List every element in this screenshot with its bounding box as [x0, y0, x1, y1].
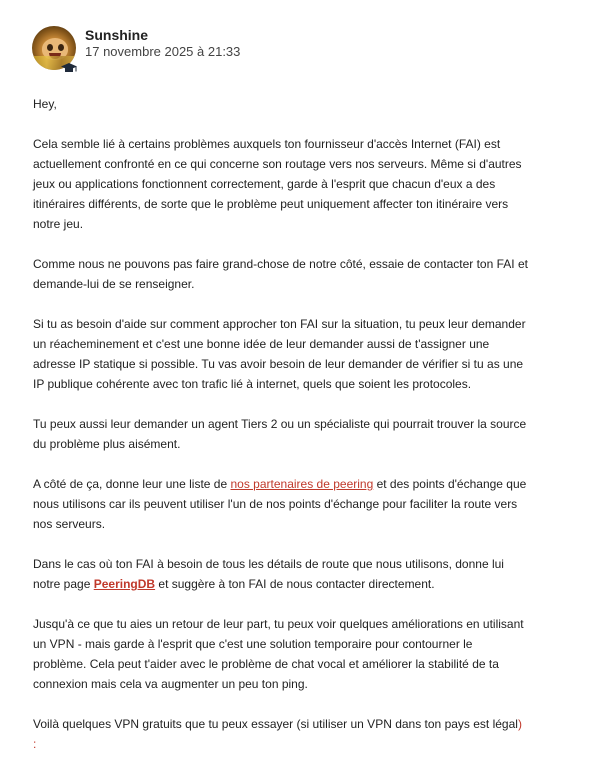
- post-header: [32, 26, 532, 76]
- text: Dans le cas où ton FAI à besoin de tous les détails de route que nous utilisons, donne lui notre page: [33, 557, 504, 591]
- graduation-cap-icon: [60, 62, 78, 74]
- text: A côté de ça, donne leur une liste de: [33, 477, 231, 491]
- peeringdb-link[interactable]: PeeringDB: [93, 577, 156, 591]
- text: et des points d'échange que nous utilisons car ils peuvent utiliser l'un de nos points d'échange pour faciliter la route vers nos serveurs.: [33, 477, 527, 531]
- text: Voilà quelques VPN gratuits que tu peux essayer (si utiliser un VPN dans ton pays est légal: [33, 717, 518, 731]
- author-name[interactable]: Sunshine: [85, 27, 149, 43]
- paragraph: [33, 554, 528, 594]
- paragraph: [33, 714, 528, 754]
- paragraph: [33, 474, 528, 534]
- paragraph: Jusqu'à ce que tu aies un retour de leur part, tu peux voir quelques améliorations en utilisant un VPN - mais garde à l'esprit que c'est une solution temporaire pour contourner le problème. Cela peut t'aider avec le problème de chat vocal et améliorer la stabilité de ta connexion mais cela va augmenter un peu ton ping.: [33, 617, 524, 691]
- avatar-eye: [47, 44, 53, 51]
- paragraph: Comme nous ne pouvons pas faire grand-chose de notre côté, essaie de contacter ton FAI et demande-lui de se renseigner.: [33, 257, 528, 291]
- peering-partners-link[interactable]: nos partenaires de peering: [230, 477, 374, 491]
- greeting: Hey,: [33, 97, 57, 111]
- paragraph: Cela semble lié à certains problèmes auxquels ton fournisseur d'accès Internet (FAI) est actuellement confronté en ce qui concerne son routage vers nos serveurs. Même si d'autres jeux ou applications fonctionnent correctement, garde à l'esprit que chacun d'eux a des itinéraires différents, de sorte que le problème peut uniquement affecter ton itinéraire vers notre jeu.: [33, 137, 522, 231]
- paragraph: Tu peux aussi leur demander un agent Tiers 2 ou un spécialiste qui pourrait trouver la source du problème plus aisément.: [33, 417, 527, 451]
- text: et suggère à ton FAI de nous contacter directement.: [155, 577, 435, 591]
- post-date: 17 novembre 2025 à 21:33: [85, 44, 241, 59]
- text: ) :: [33, 717, 522, 751]
- avatar-eye: [58, 44, 64, 51]
- post-body: [33, 94, 528, 774]
- paragraph: Si tu as besoin d'aide sur comment approcher ton FAI sur la situation, tu peux leur demander un réacheminement et c'est une bonne idée de leur demander aussi de t'assigner une adresse IP statique si possible. Tu vas avoir besoin de leur demander de vérifier si tu as une IP publique cohérente avec ton trafic lié à internet, quels que soient les protocoles.: [33, 317, 526, 391]
